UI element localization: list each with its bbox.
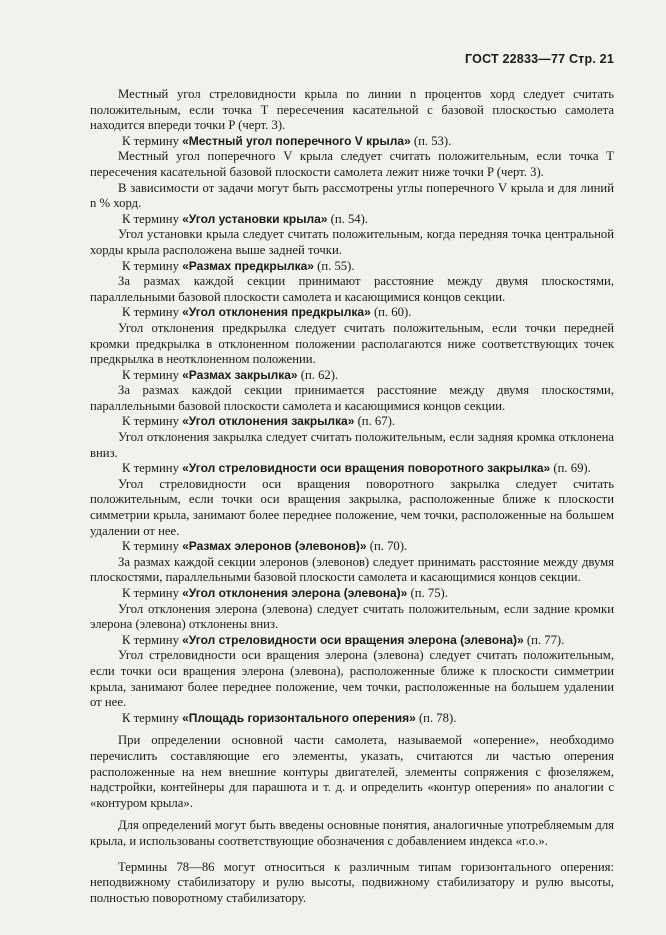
term-heading-reference: (п. 67). [354, 414, 396, 429]
term-name: «Угол отклонения элерона (элевона)» [182, 586, 408, 600]
term-heading-prefix: К термину [122, 133, 183, 148]
term-heading [90, 259, 614, 275]
term-heading-reference: (п. 53). [410, 133, 452, 148]
body-paragraph: Местный угол поперечного V крыла следует считать положительным, если точка T пересечения касательной базовой плоскости самолета лежит ниже точки P (черт. 3). [90, 149, 614, 179]
term-heading [90, 414, 614, 430]
standard-code: ГОСТ 22833—77 [465, 52, 566, 66]
term-name: «Угол стреловидности оси вращения элерона (элевона)» [182, 632, 524, 647]
body-paragraph: При определении основной части самолета, называемой «оперение», необходимо перечислить составляющие его элементы, указать, считаются ли частью оперения расположенные на нем внешние контуры двигателей, элементы сопряжения с фюзеляжем, надстройки, контейнеры для парашюта и т. д. и определить «контур оперения» по аналогии с «контуром крыла». [90, 733, 614, 810]
term-heading-reference: (п. 69). [550, 461, 591, 476]
term-name: «Местный угол поперечного V крыла» [182, 133, 411, 148]
term-name: «Угол стреловидности оси вращения поворотного закрылка» [182, 461, 551, 476]
term-heading-prefix: К термину [122, 305, 183, 320]
term-name: «Угол отклонения предкрылка» [182, 305, 371, 320]
term-heading [90, 633, 614, 649]
body-paragraph: Угол отклонения закрылка следует считать положительным, если задняя кромка отклонена вниз. [90, 430, 614, 460]
term-heading-prefix: К термину [122, 461, 183, 476]
term-name: «Размах закрылка» [182, 367, 298, 382]
body-paragraph: За размах каждой секции принимают расстояние между двумя плоскостями, параллельными базовой плоскости самолета и касающимися концов секции. [90, 274, 614, 304]
body-paragraph: В зависимости от задачи могут быть рассмотрены углы поперечного V крыла и для линий n % хорд. [90, 180, 614, 211]
term-heading [90, 305, 614, 321]
body-paragraph: Термины 78—86 могут относиться к различным типам горизонтального оперения: неподвижному стабилизатору и рулю высоты, подвижному стабилизатору и рулю высоты, полностью поворотному стабилизатору. [90, 859, 614, 905]
term-heading-reference: (п. 70). [366, 539, 408, 554]
term-heading-reference: (п. 78). [415, 710, 457, 725]
page-number: Стр. 21 [568, 52, 614, 66]
term-heading-prefix: К термину [122, 211, 183, 226]
body-paragraph: Для определений могут быть введены основные понятия, аналогичные употребляемым для крыла, и использованы соответствующие обозначения с добавлением индекса «г.о.». [90, 818, 614, 848]
term-heading-reference: (п. 54). [327, 211, 369, 226]
term-heading-prefix: К термину [122, 586, 183, 600]
term-name: «Размах элеронов (элевонов)» [182, 539, 367, 554]
term-heading-prefix: К термину [122, 258, 183, 273]
term-name: «Угол отклонения закрылка» [182, 414, 355, 429]
body-paragraph: Угол установки крыла следует считать положительным, когда передняя точка центральной хорды крыла расположена выше задней точки. [90, 227, 614, 257]
term-name: «Угол установки крыла» [182, 211, 328, 226]
term-heading [90, 461, 614, 477]
term-heading-prefix: К термину [122, 710, 183, 725]
page-header [465, 52, 614, 66]
term-heading-prefix: К термину [122, 632, 183, 647]
term-heading [90, 212, 614, 228]
term-heading [90, 368, 614, 384]
term-heading-reference: (п. 55). [313, 258, 355, 273]
body-paragraph: Угол стреловидности оси вращения элерона (элевона) следует считать положительным, если точки оси вращения элерона (элевона), расположенные ближе к плоскости симметрии крыла, занимают более переднее положение, чем точки, расположенные на большем удалении от нее. [90, 648, 614, 710]
term-heading [90, 539, 614, 555]
term-heading-reference: (п. 75). [407, 586, 448, 600]
term-heading-prefix: К термину [122, 367, 183, 382]
term-name: «Площадь горизонтального оперения» [182, 710, 416, 725]
term-heading-prefix: К термину [122, 539, 183, 554]
document-body [90, 87, 614, 906]
body-paragraph: За размах каждой секции элеронов (элевонов) следует принимать расстояние между двумя плоскостями, параллельными базовой плоскости самолета и касающимися концов секции. [90, 554, 614, 585]
body-paragraph: Местный угол стреловидности крыла по линии n процентов хорд следует считать положительным, если точка T пересечения касательной с базовой плоскостью самолета находится впереди точки P (черт. 3). [90, 87, 614, 133]
body-paragraph: Угол отклонения элерона (элевона) следует считать положительным, если задние кромки элерона (элевона) отклонены вниз. [90, 601, 614, 632]
term-heading [90, 134, 614, 150]
term-heading-reference: (п. 62). [297, 367, 339, 382]
term-heading [90, 586, 614, 602]
term-heading [90, 711, 614, 727]
term-heading-prefix: К термину [122, 414, 183, 429]
body-paragraph: За размах каждой секции принимается расстояние между двумя плоскостями, параллельными базовой плоскости самолета и касающимися концов секции. [90, 383, 614, 413]
body-paragraph: Угол стреловидности оси вращения поворотного закрылка следует считать положительным, если точки оси вращения закрылка, расположенные ближе к плоскости симметрии крыла, занимают более переднее положение, чем точки, расположенные на большем удалении от нее. [90, 476, 614, 538]
term-heading-reference: (п. 60). [370, 305, 412, 320]
term-name: «Размах предкрылка» [182, 258, 314, 273]
term-heading-reference: (п. 77). [523, 632, 565, 647]
body-paragraph: Угол отклонения предкрылка следует считать положительным, если точки передней кромки предкрылка в отклоненном положении располагаются ниже соответствующих точек предкрылка в неотклоненном положении. [90, 320, 614, 367]
